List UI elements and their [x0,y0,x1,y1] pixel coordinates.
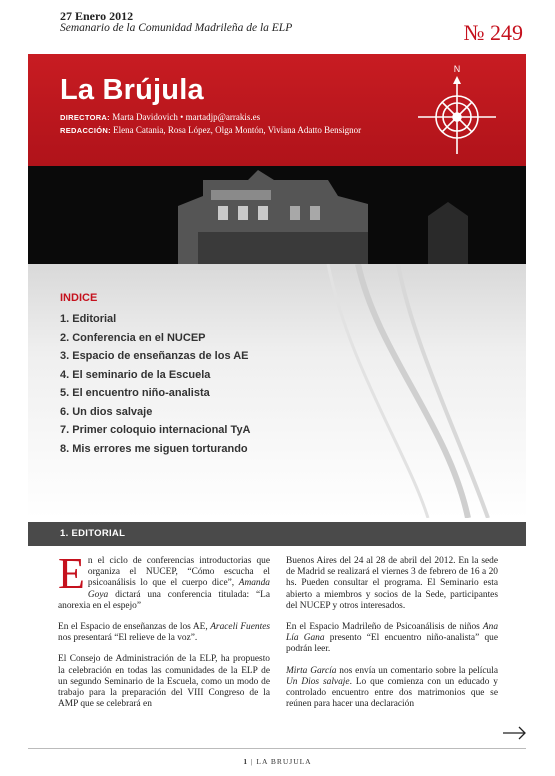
index-item[interactable]: 3. Espacio de enseñanzas de los AE [60,350,249,362]
person-name: Mirta García [286,665,337,676]
index-item[interactable]: 4. El seminario de la Escuela [60,368,211,381]
section-header [28,522,526,546]
index-item[interactable]: 1. Editorial [60,313,117,325]
paragraph [286,666,498,711]
index-item[interactable]: 8. Mis errores me siguen torturando [60,442,248,455]
paragraph-text: En el Espacio de enseñanzas de los AE, [58,622,208,633]
section-title: 1. EDITORIAL [60,528,126,539]
redaccion-label: REDACCIÓN: [60,126,111,135]
masthead-credits [60,111,361,137]
index-item[interactable]: 6. Un dios salvaje [60,405,153,418]
index-item[interactable]: 5. El encuentro niño-analista [60,387,210,399]
publication-subtitle: Semanario de la Comunidad Madrileña de la ELP [60,22,293,34]
footer-divider [28,748,526,749]
paragraph-text: presento “El encuentro niño-analista” que podrán leer. [286,633,498,655]
index-item[interactable]: 2. Conferencia en el NUCEP [60,331,206,344]
paragraph-text: En el Espacio Madrileño de Psicoanálisis de niños [286,622,480,633]
paragraph: El Consejo de Administración de la ELP, ha propuesto la celebración en todas las comunidades de la ELP de un segundo Seminario de la Escuela, como un modo de trabajo para la preparación del VIII Congreso de la AMP que se celebrará en [58,654,270,710]
page-number: 1 [243,757,249,766]
paragraph [286,622,498,656]
masthead-banner [28,54,526,166]
redaccion-text: Elena Catania, Rosa López, Olga Montón, Viviana Adatto Bensignor [113,125,362,135]
building-silhouette [28,166,526,264]
cover-photo [28,166,526,264]
redaccion-line [60,124,361,137]
paragraph-text: n el ciclo de conferencias introductorias que organiza el NUCEP, “Cómo escucha el psicoanálisis lo que el cuerpo dice”, [87,556,270,589]
footer-separator: | [251,757,257,766]
paragraph [58,549,270,612]
film-title: Un Dios salvaje [286,676,350,687]
paragraph [58,622,270,644]
person-name: Amanda Goya [87,578,270,600]
director-line [60,111,361,124]
footer-publication: LA BRUJULA [256,757,312,766]
person-name: Araceli Fuentes [210,622,271,633]
issue-number: № 249 [463,20,523,45]
paragraph-text: nos presentará “El relieve de la voz”. [58,633,198,644]
drop-cap: E [58,549,85,598]
article-column-left [58,549,271,720]
masthead-title: La Brújula [60,74,204,106]
compass-rose-icon [412,62,502,157]
person-name: Ana Lía Gana [286,622,499,644]
paragraph-text: . Lo que comienza con un educado y controlado encuentro entre dos matrimonios que se reúnen para hacer una declaración [286,676,498,710]
compass-north-label: N [453,64,461,74]
paragraph-text: dictará una conferencia titulada: “La anorexia en el espejo” [58,589,270,611]
index-item[interactable]: 7. Primer coloquio internacional TyA [60,424,251,436]
director-label: DIRECTORA: [60,113,110,122]
paragraph: Buenos Aires del 24 al 28 de abril del 2012. En la sede de Madrid se realizará el viernes 3 de febrero de 16 a 20 hs. Pueden consultar el programa. El Seminario esta abierto a miembros y socios de la Sede, participantes del NUCEP y otros interesados. [286,556,498,611]
page-footer [0,757,555,766]
paragraph-text: nos envía un comentario sobre la película [339,665,498,676]
director-text: Marta Davidovich • martadjp@arrakis.es [112,112,261,122]
article-column-right [286,556,498,720]
index-list [60,312,251,460]
index-title: INDICE [60,292,98,304]
arrow-right-icon[interactable] [503,726,527,740]
issue-date: 27 Enero 2012 [60,9,134,23]
